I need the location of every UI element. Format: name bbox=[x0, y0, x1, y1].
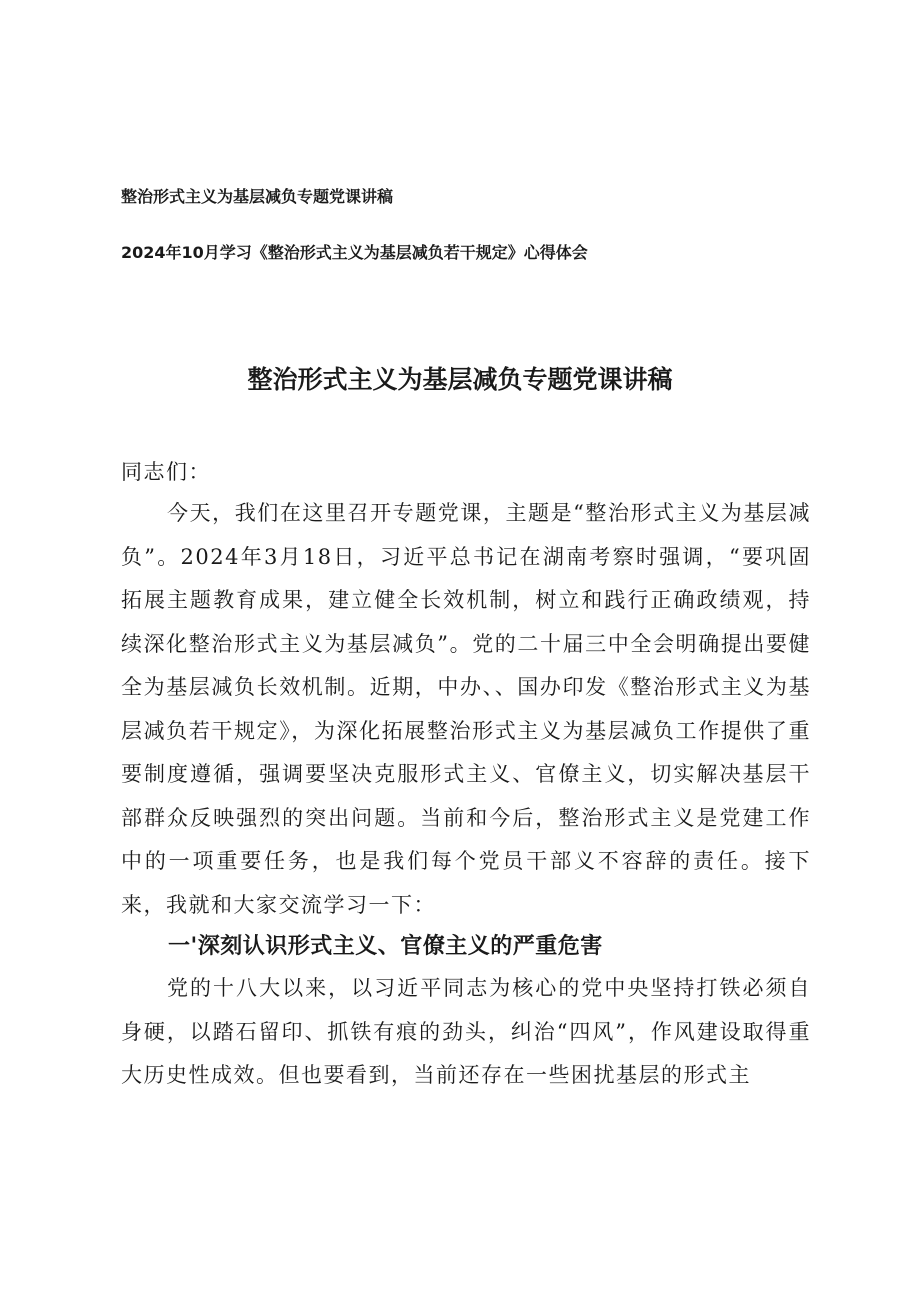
toc-line-1: 整治形式主义为基层减负专题党课讲稿 bbox=[121, 187, 394, 206]
toc-line-2: 2024年10月学习《整治形式主义为基层减负若干规定》心得体会 bbox=[121, 243, 588, 262]
section-heading-1: 一'深刻认识形式主义、官僚主义的严重危害 bbox=[168, 934, 603, 959]
document-title: 整治形式主义为基层减负专题党课讲稿 bbox=[247, 365, 673, 394]
paragraph-section-1: 党的十八大以来，以习近平同志为核心的党中央坚持打铁必须自身硬，以踏石留印、抓铁有痕的劲头，纠治“四风”，作风建设取得重大历史性成效。但也要看到，当前还存在一些困扰基层的形式主 bbox=[121, 976, 811, 1087]
paragraph-intro: 今天，我们在这里召开专题党课，主题是“整治形式主义为基层减负”。2024年3月18日，习近平总书记在湖南考察时强调，“要巩固拓展主题教育成果，建立健全长效机制，树立和践行正确政绩观，持续深化整治形式主义为基层减负”。党的二十届三中全会明确提出要健全为基层减负长效机制。近期，中办、、国办印发《整治形式主义为基层减负若干规定》，为深化拓展整治形式主义为基层减负工作提供了重要制度遵循，强调要坚决克服形式主义、官僚主义，切实解决基层干部群众反映强烈的突出问题。当前和今后，整治形式主义是党建工作中的一项重要任务，也是我们每个党员干部义不容辞的责任。接下来，我就和大家交流学习一下： bbox=[121, 501, 811, 917]
salutation: 同志们： bbox=[121, 460, 211, 484]
